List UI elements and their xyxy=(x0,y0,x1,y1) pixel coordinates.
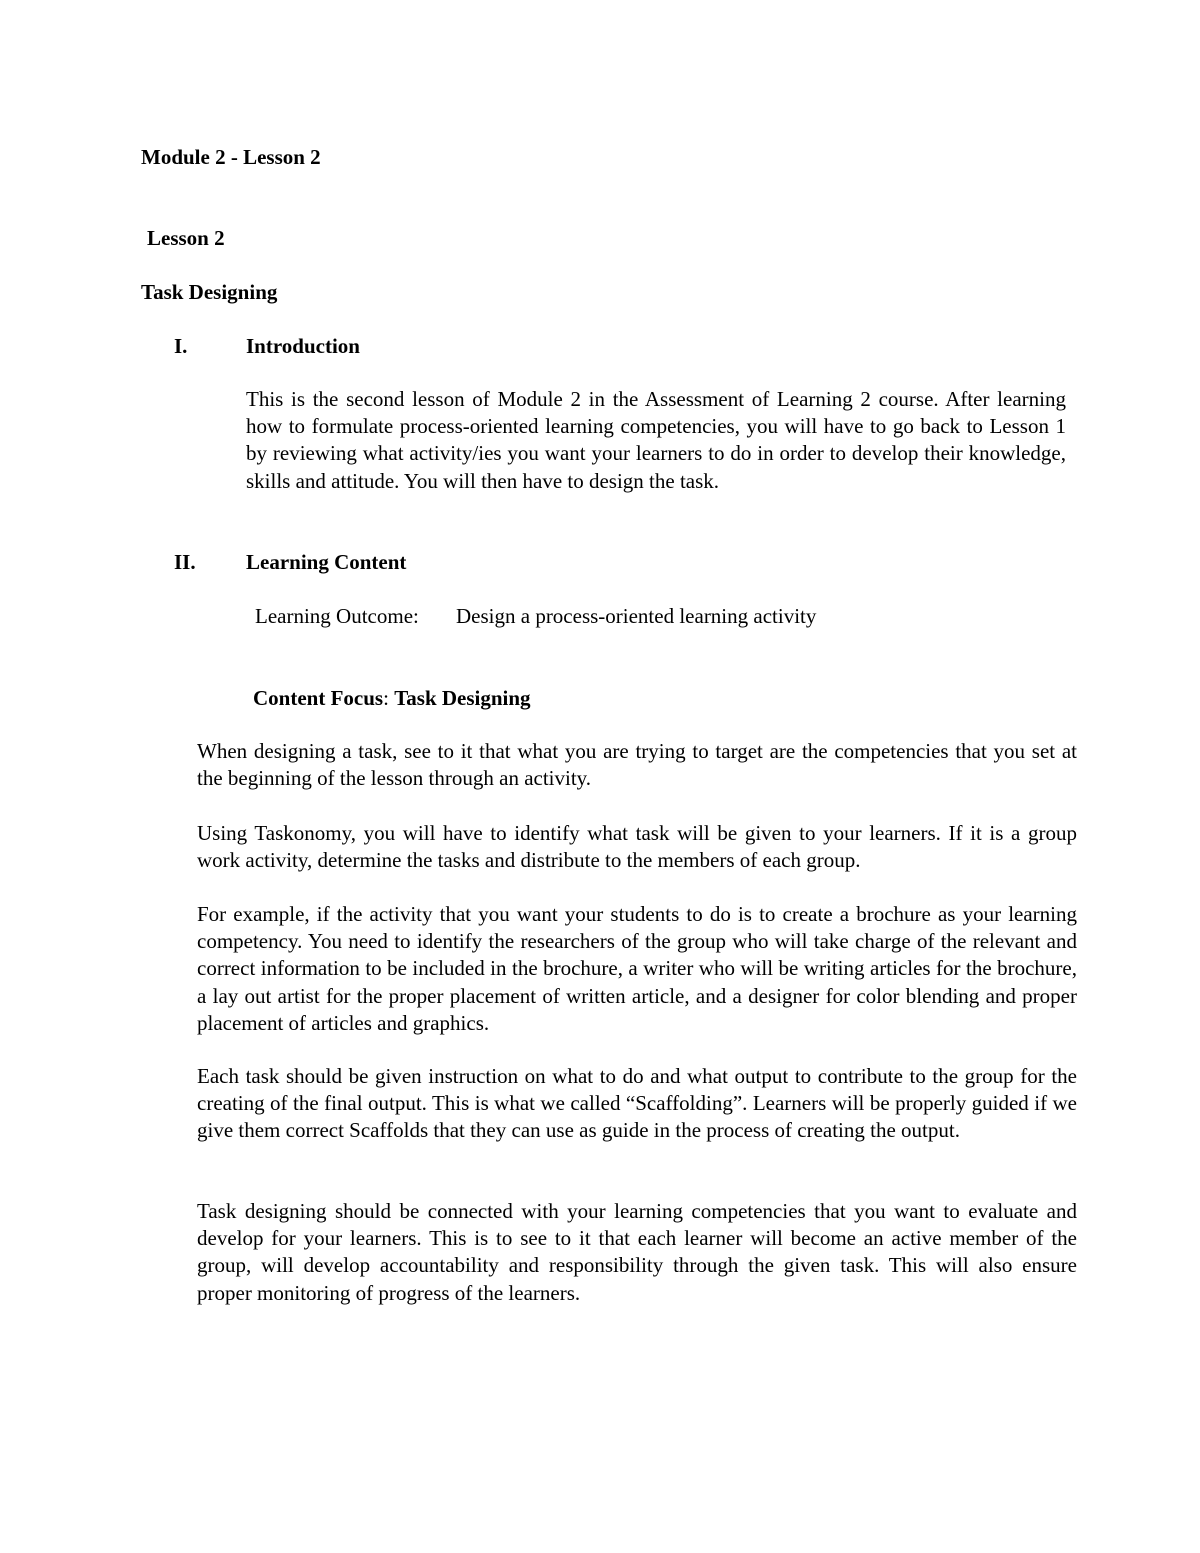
section-heading-learning-content: Learning Content xyxy=(246,550,407,574)
introduction-paragraph: This is the second lesson of Module 2 in the Assessment of Learning 2 course. After learning how to formulate process-oriented learning competencies, you will have to go back to Lesson 1 by reviewing what activity/ies you want your learners to do in order to develop their knowledge, skills and attitude. You will then have to design the task. xyxy=(246,387,1066,493)
section-heading-introduction: Introduction xyxy=(246,334,360,358)
section-numeral-learning-content: II. xyxy=(174,550,196,574)
content-focus-value: Task Designing xyxy=(394,686,531,710)
body-paragraph: Using Taskonomy, you will have to identify what task will be given to your learners. If it is a group work activity, determine the tasks and distribute to the members of each group. xyxy=(197,821,1077,873)
body-paragraph: Each task should be given instruction on what to do and what output to contribute to the group for the creating of the final output. This is what we called “Scaffolding”. Learners will be properly guided if we give them correct Scaffolds that they can use as guide in the process of creating the output. xyxy=(197,1064,1077,1143)
content-focus-line xyxy=(253,686,531,711)
body-paragraph: When designing a task, see to it that what you are trying to target are the competencies that you set at the beginning of the lesson through an activity. xyxy=(197,739,1077,791)
learning-outcome-label: Learning Outcome: xyxy=(255,604,419,628)
lesson-label: Lesson 2 xyxy=(147,226,225,250)
content-focus-colon: : xyxy=(383,686,395,710)
content-focus-label: Content Focus xyxy=(253,686,384,710)
lesson-topic: Task Designing xyxy=(141,280,278,304)
body-paragraph: For example, if the activity that you want your students to do is to create a brochure as your learning competency. You need to identify the researchers of the group who will take charge of the relevant and correct information to be included in the brochure, a writer who will be writing articles for the brochure, a lay out artist for the proper placement of written article, and a designer for color blending and proper placement of articles and graphics. xyxy=(197,902,1077,1035)
learning-outcome-value: Design a process-oriented learning activity xyxy=(456,604,817,628)
section-numeral-introduction: I. xyxy=(174,334,188,358)
body-paragraph: Task designing should be connected with your learning competencies that you want to evaluate and develop for your learners. This is to see to it that each learner will become an active member of the group, will develop accountability and responsibility through the given task. This will also ensure proper monitoring of progress of the learners. xyxy=(197,1199,1077,1305)
document-title: Module 2 - Lesson 2 xyxy=(141,145,321,169)
